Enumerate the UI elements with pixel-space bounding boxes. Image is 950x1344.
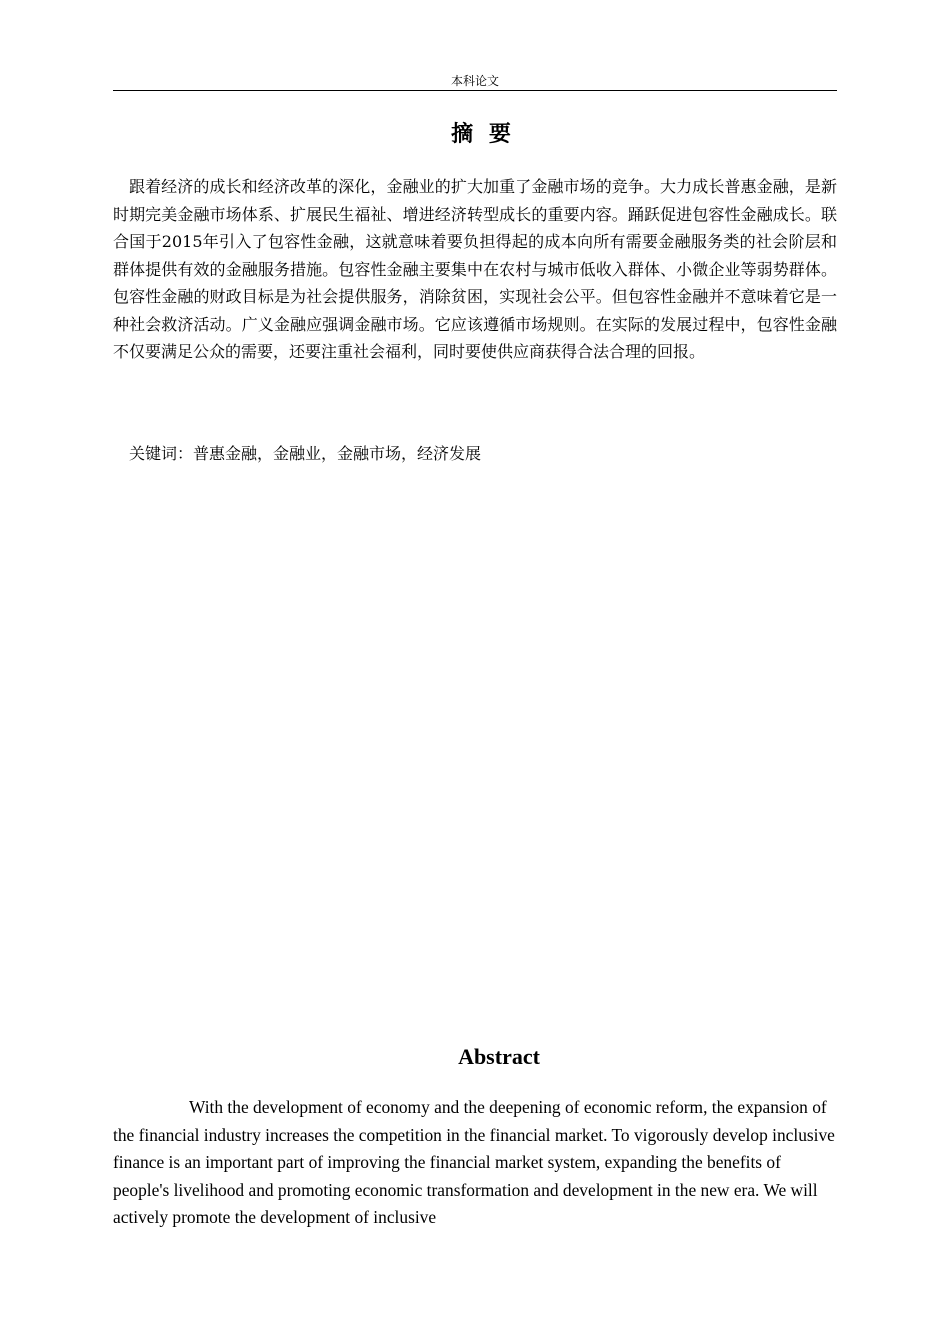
keywords-label: 关键词： <box>129 444 194 463</box>
english-abstract-title: Abstract <box>458 1044 540 1069</box>
page-header: 本科论文 <box>450 74 499 88</box>
header-rule <box>113 90 837 91</box>
english-abstract-body: With the development of economy and the deepening of economic reform, the expansion of the financial industry increases the competition in the financial market. To vigorously develop inclusive finance is an important part of improving the financial market system, expanding the benefits of people's livelihood and promoting economic transformation and development in the new era. We will actively promote the development of inclusive <box>113 1097 835 1227</box>
keywords-list: 普惠金融，金融业，金融市场，经济发展 <box>193 444 482 463</box>
chinese-abstract-body: 跟着经济的成长和经济改革的深化，金融业的扩大加重了金融市场的竞争。大力成长普惠金融，是新时期完美金融市场体系、扩展民生福祉、增进经济转型成长的重要内容。踊跃促进包容性金融成长。联合国于2015年引入了包容性金融，这就意味着要负担得起的成本向所有需要金融服务类的社会阶层和群体提供有效的金融服务措施。包容性金融主要集中在农村与城市低收入群体、小微企业等弱势群体。包容性金融的财政目标是为社会提供服务，消除贫困，实现社会公平。但包容性金融并不意味着它是一种社会救济活动。广义金融应强调金融市场。它应该遵循市场规则。在实际的发展过程中，包容性金融不仅要满足公众的需要，还要注重社会福利，同时要使供应商获得合法合理的回报。 <box>113 177 837 361</box>
chinese-keywords <box>113 440 837 467</box>
chinese-abstract-title: 摘 要 <box>451 122 515 147</box>
